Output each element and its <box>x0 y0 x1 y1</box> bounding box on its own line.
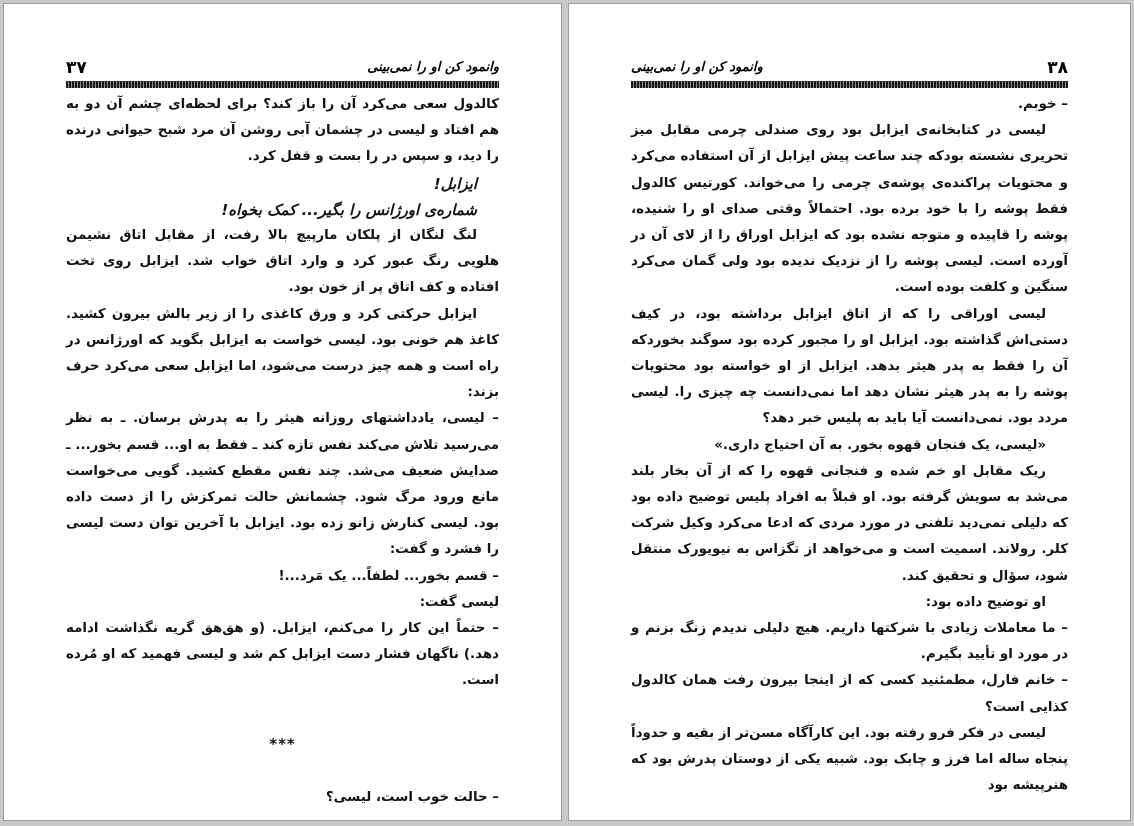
page-body <box>66 92 499 805</box>
quote-paragraph: «لیسی، یک فنجان قهوه بخور. به آن احتیاج داری.» <box>714 437 1046 453</box>
paragraph: لیسی اوراقی را که از اتاق ایزابل برداشته بود، در کیف دستی‌اش گذاشته بود. ایزابل او را مجبور کرده بود سوگند بخوردکه آن را فقط به پدر هیثر بدهد. ایزابل از او خواسته بود محتویات پوشه را به پدر هیثر نشان دهد اما نمی‌دانست چه چیزی را. لیسی مردد بود. نمی‌دانست آیا باید به پلیس خبر دهد؟ <box>631 306 1068 427</box>
paragraph: ریک مقابل او خم شده و فنجانی قهوه را که از آن بخار بلند می‌شد به سویش گرفته بود. او قبلاً به افراد پلیس توضیح داده بود که دلیلی نمی‌دید تلفنی در مورد مردی که ادعا می‌کرد وکیل شرکت کلر. رولاند. اسمیت است و می‌خواهد از تگزاس به نیویورک منتقل شود، سؤال و تحقیق کند. <box>631 463 1068 584</box>
dialogue-paragraph: – قسم بخور... لطفاً... یک مَرد...! <box>278 568 499 584</box>
paragraph: لیسی در فکر فرو رفته بود. این کارآگاه مسن‌تر از بقیه و حدوداً پنجاه ساله اما فرز و چابک بود. شبیه یکی از دوستان پدرش بود که هنرپیشه بود <box>631 725 1068 794</box>
italic-heading: شماره‌ی اورژانس را بگیر... کمک بخواه! <box>221 200 477 219</box>
dialogue-paragraph: – خانم فارل، مطمئنید کسی که از اینجا بیرون رفت همان کالدول کذایی است؟ <box>631 673 1068 715</box>
italic-heading: ایزابل! <box>433 174 477 193</box>
paragraph: او توضیح داده بود: <box>925 594 1046 610</box>
dialogue-paragraph: – ما معاملات زیادی با شرکتها داریم. هیچ دلیلی ندیدم زنگ بزنم و در مورد او تأیید بگیرم. <box>631 621 1068 663</box>
paragraph: لنگ لنگان از پلکان مارپیچ بالا رفت، از مقابل اتاق نشیمن هلویی رنگ عبور کرد و وارد اتاق خواب شد. ایزابل روی تخت افتاده و کف اتاق پر از خون بود. <box>66 228 499 296</box>
book-page-37 <box>3 3 562 821</box>
book-page-38 <box>568 3 1131 821</box>
header-rule <box>631 81 1068 88</box>
page-body <box>631 92 1068 800</box>
running-title: وانمود کن او را نمی‌بینی <box>631 60 763 75</box>
page-number: ۳۸ <box>1047 58 1068 78</box>
dialogue-paragraph: – حالت خوب است، لیسی؟ <box>325 789 499 805</box>
paragraph: ایزابل حرکتی کرد و ورق کاغذی را از زیر بالش بیرون کشید. کاغذ هم خونی بود. لیسی خواست به ایزابل بگوید که اورژانس در راه است و همه چیز درست می‌شود، اما ایزابل سعی می‌کرد حرف بزند: <box>66 306 499 401</box>
header-rule <box>66 81 499 88</box>
page-header <box>66 58 499 78</box>
paragraph: کالدول سعی می‌کرد آن را باز کند؟ برای لحظه‌ای چشم آن دو به هم افتاد و لیسی در چشمان آبی روشن آن مرد شبح حیوانی درنده را دید، و سپس در را بست و قفل کرد. <box>66 97 499 165</box>
page-header <box>631 58 1068 78</box>
dialogue-paragraph: – حتماً این کار را می‌کنم، ایزابل. (و هق‌هق گریه نگذاشت ادامه دهد.) ناگهان فشار دست ایزابل کم شد و لیسی فهمید که او مُرده است. <box>66 621 499 689</box>
paragraph: لیسی در کتابخانه‌ی ایزابل بود روی صندلی چرمی مقابل میز تحریری نشسته بودکه چند ساعت پیش ایزابل از آن استفاده می‌کرد و محتویات پراکنده‌ی پوشه‌ی چرمی را می‌خواند. کورتیس کالدول فقط پوشه را با خود برده بود. احتمالاً وقتی صدای او را شنیده، پوشه را قاپیده و متوجه نشده بود که ایزابل اوراق را از لای آن در آورده است. لیسی پوشه را از نزدیک ندیده بود ولی گمان می‌کرد سنگین و کلفت بوده است. <box>631 123 1068 296</box>
page-number: ۳۷ <box>66 58 87 78</box>
running-title: وانمود کن او را نمی‌بینی <box>367 60 499 75</box>
paragraph: لیسی گفت: <box>419 594 499 610</box>
dialogue-paragraph: – لیسی، یادداشتهای روزانه هیثر را به پدرش برسان. ـ به نظر می‌رسید تلاش می‌کند نفس تازه کند ـ فقط به او... قسم بخور... ـ صدایش ضعیف می‌شد. چند نفس مقطع کشید. گویی می‌خواست مانع ورود مرگ شود. چشمانش حالت تمرکزش را از دست داده بود. لیسی کنارش زانو زده بود. ایزابل با آخرین توان دست لیسی را فشرد و گفت: <box>66 411 499 558</box>
section-break: *** <box>269 734 296 753</box>
dialogue-paragraph: – خوبم. <box>1017 97 1068 112</box>
